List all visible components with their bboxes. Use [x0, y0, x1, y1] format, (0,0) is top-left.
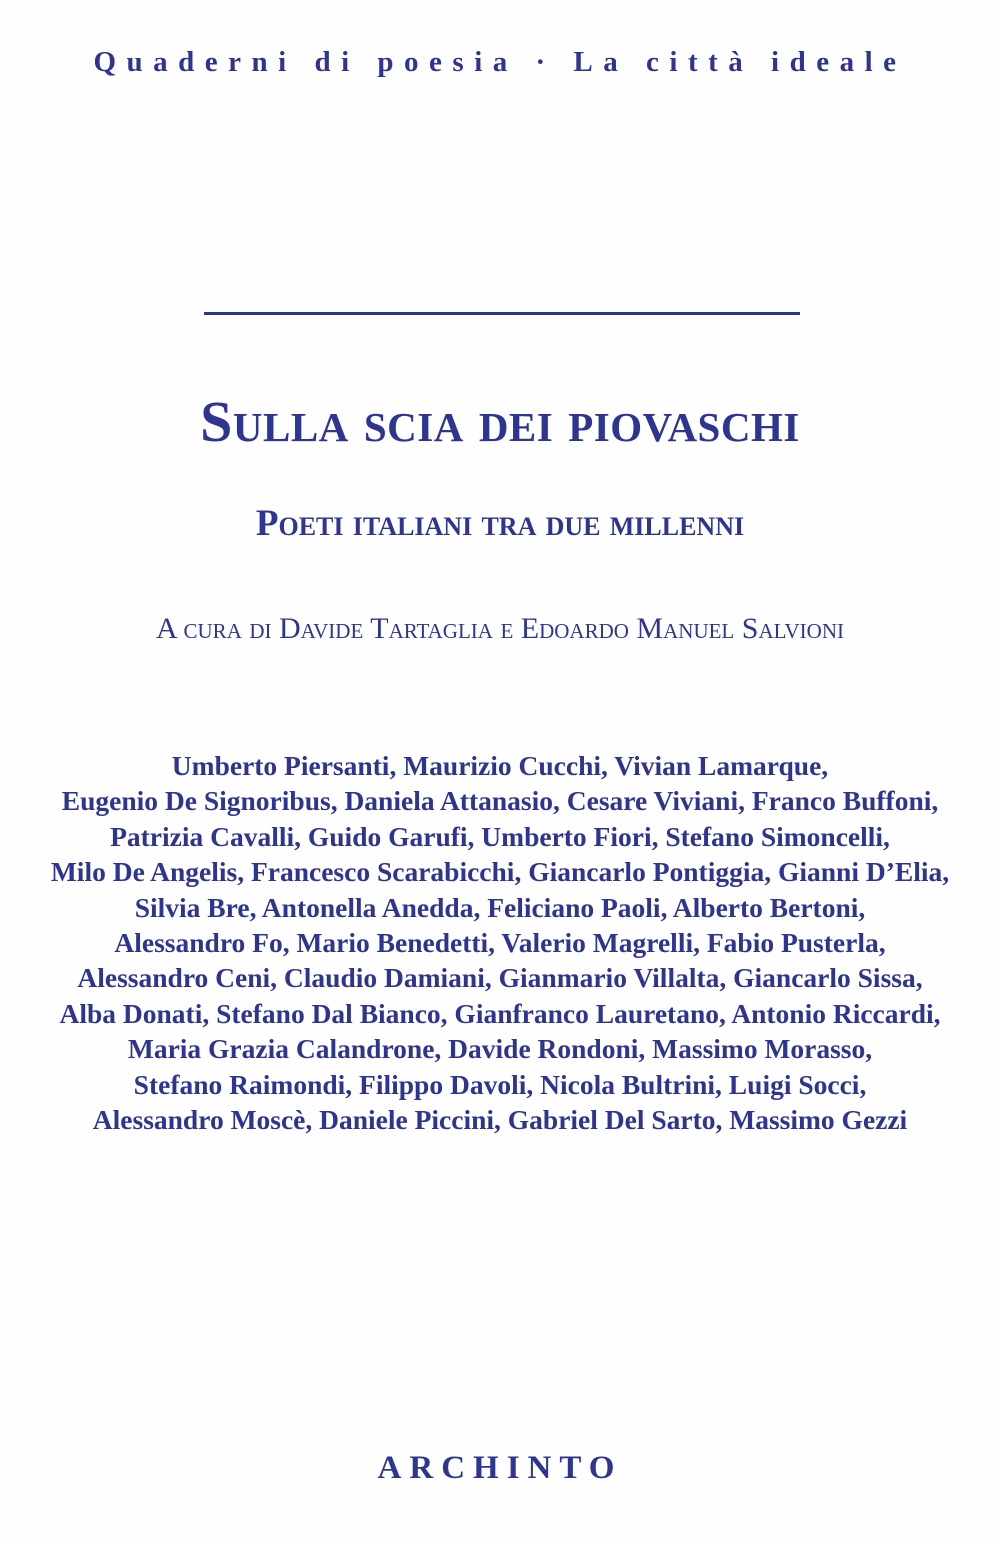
authors-line: Alessandro Moscè, Daniele Piccini, Gabriel Del Sarto, Massimo Gezzi: [92, 1103, 908, 1135]
authors-line: Umberto Piersanti, Maurizio Cucchi, Vivian Lamarque,: [171, 750, 829, 781]
book-title: Sulla scia dei piovaschi: [200, 389, 800, 454]
authors-line: Stefano Raimondi, Filippo Davoli, Nicola Bultrini, Luigi Socci,: [133, 1068, 867, 1100]
authors-line: Silvia Bre, Antonella Anedda, Feliciano Paoli, Alberto Bertoni,: [134, 891, 866, 923]
authors-list: [20, 748, 980, 1137]
authors-line: Maria Grazia Calandrone, Davide Rondoni, Massimo Morasso,: [127, 1033, 873, 1065]
series-name: Quaderni di poesia · La città ideale: [93, 46, 907, 78]
authors-line: Milo De Angelis, Francesco Scarabicchi, Giancarlo Pontiggia, Gianni D’Elia,: [50, 856, 950, 888]
authors-line: Alba Donati, Stefano Dal Bianco, Gianfranco Lauretano, Antonio Riccardi,: [59, 997, 941, 1029]
divider-rule: [204, 312, 800, 315]
authors-line: Alessandro Ceni, Claudio Damiani, Gianmario Villalta, Giancarlo Sissa,: [77, 962, 923, 994]
publisher-name: ARCHINTO: [377, 1450, 623, 1486]
book-subtitle: Poeti italiani tra due millenni: [255, 503, 745, 544]
authors-line: Patrizia Cavalli, Guido Garufi, Umberto Fiori, Stefano Simoncelli,: [110, 820, 890, 852]
authors-line: Alessandro Fo, Mario Benedetti, Valerio Magrelli, Fabio Pusterla,: [114, 926, 886, 958]
authors-line: Eugenio De Signoribus, Daniela Attanasio, Cesare Viviani, Franco Buffoni,: [61, 785, 939, 817]
editors-credit: A cura di Davide Tartaglia e Edoardo Manuel Salvioni: [156, 612, 844, 645]
